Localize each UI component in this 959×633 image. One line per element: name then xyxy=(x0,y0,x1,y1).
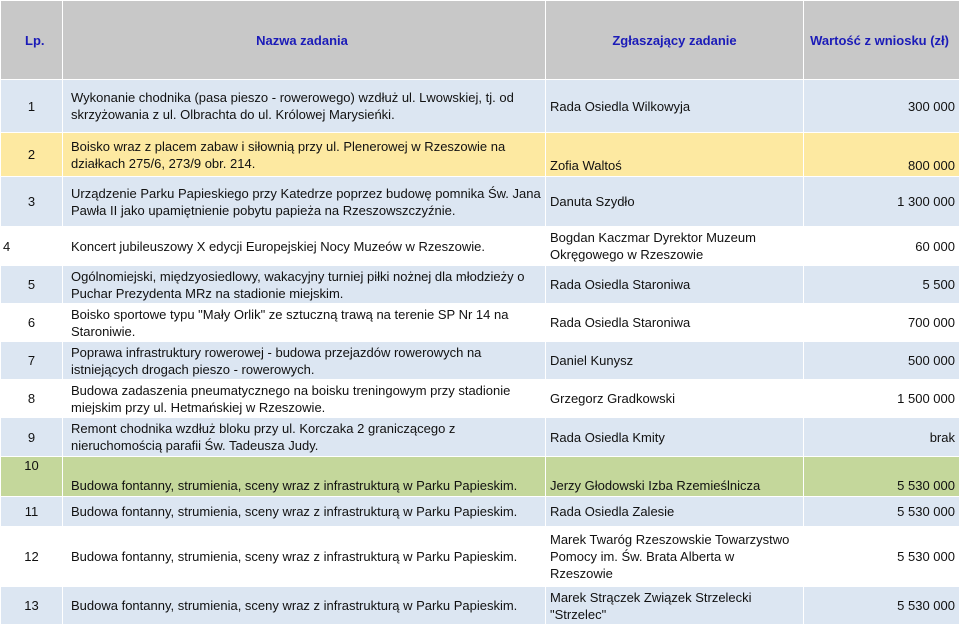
row-submitter: Danuta Szydło xyxy=(546,177,804,227)
table-row xyxy=(1,380,959,418)
row-value: 500 000 xyxy=(804,342,959,380)
row-submitter: Rada Osiedla Staroniwa xyxy=(546,266,804,304)
row-value: 1 300 000 xyxy=(804,177,959,227)
table-row xyxy=(1,587,959,625)
row-submitter: Jerzy Głodowski Izba Rzemieślnicza xyxy=(546,457,804,497)
row-lp: 13 xyxy=(1,587,63,625)
row-lp: 10 xyxy=(1,457,63,497)
row-value: 60 000 xyxy=(804,227,959,266)
header-lp: Lp. xyxy=(1,1,63,80)
table-row xyxy=(1,80,959,133)
row-name: Boisko wraz z placem zabaw i siłownią przy ul. Plenerowej w Rzeszowie na działkach 275/6, 273/9 obr. 214. xyxy=(63,133,546,177)
row-name: Wykonanie chodnika (pasa pieszo - rowerowego) wzdłuż ul. Lwowskiej, tj. od skrzyżowania z ul. Olbrachta do ul. Królowej Marysieńki. xyxy=(63,80,546,133)
row-name: Urządzenie Parku Papieskiego przy Katedrze poprzez budowę pomnika Św. Jana Pawła II jako upamiętnienie pobytu papieża na Rzeszowszczyźnie. xyxy=(63,177,546,227)
row-name: Budowa fontanny, strumienia, sceny wraz z infrastrukturą w Parku Papieskim. xyxy=(63,527,546,587)
header-name: Nazwa zadania xyxy=(63,1,546,80)
row-submitter: Bogdan Kaczmar Dyrektor Muzeum Okręgowego w Rzeszowie xyxy=(546,227,804,266)
row-value: 700 000 xyxy=(804,304,959,342)
row-value: 800 000 xyxy=(804,133,959,177)
table-row xyxy=(1,177,959,227)
row-submitter: Daniel Kunysz xyxy=(546,342,804,380)
row-submitter: Marek Strączek Związek Strzelecki "Strzelec" xyxy=(546,587,804,625)
row-name: Boisko sportowe typu "Mały Orlik" ze sztuczną trawą na terenie SP Nr 14 na Staroniwie. xyxy=(63,304,546,342)
row-submitter: Rada Osiedla Kmity xyxy=(546,418,804,457)
row-value: 5 530 000 xyxy=(804,587,959,625)
row-lp: 9 xyxy=(1,418,63,457)
row-submitter: Rada Osiedla Staroniwa xyxy=(546,304,804,342)
row-name: Budowa fontanny, strumienia, sceny wraz z infrastrukturą w Parku Papieskim. xyxy=(63,497,546,527)
row-lp: 12 xyxy=(1,527,63,587)
row-value: 1 500 000 xyxy=(804,380,959,418)
row-lp: 2 xyxy=(1,133,63,177)
row-lp: 8 xyxy=(1,380,63,418)
row-lp: 1 xyxy=(1,80,63,133)
table-row xyxy=(1,457,959,497)
row-name: Ogólnomiejski, międzyosiedlowy, wakacyjny turniej piłki nożnej dla młodzieży o Puchar Prezydenta MRz na stadionie miejskim. xyxy=(63,266,546,304)
header-value: Wartość z wniosku (zł) xyxy=(804,1,959,80)
row-name: Budowa fontanny, strumienia, sceny wraz z infrastrukturą w Parku Papieskim. xyxy=(63,457,546,497)
row-submitter: Marek Twaróg Rzeszowskie Towarzystwo Pomocy im. Św. Brata Alberta w Rzeszowie xyxy=(546,527,804,587)
table-row xyxy=(1,497,959,527)
table-row xyxy=(1,342,959,380)
row-submitter: Zofia Waltoś xyxy=(546,133,804,177)
row-lp: 3 xyxy=(1,177,63,227)
row-value: 5 530 000 xyxy=(804,527,959,587)
row-name: Koncert jubileuszowy X edycji Europejskiej Nocy Muzeów w Rzeszowie. xyxy=(63,227,546,266)
row-name: Remont chodnika wzdłuż bloku przy ul. Korczaka 2 graniczącego z nieruchomością parafii Św. Tadeusza Judy. xyxy=(63,418,546,457)
row-submitter: Rada Osiedla Wilkowyja xyxy=(546,80,804,133)
row-submitter: Grzegorz Gradkowski xyxy=(546,380,804,418)
row-lp: 4 xyxy=(1,227,63,266)
table-row xyxy=(1,527,959,587)
table-row xyxy=(1,304,959,342)
row-value: 5 530 000 xyxy=(804,457,959,497)
row-lp: 7 xyxy=(1,342,63,380)
row-lp: 11 xyxy=(1,497,63,527)
row-value: 300 000 xyxy=(804,80,959,133)
row-name: Budowa fontanny, strumienia, sceny wraz z infrastrukturą w Parku Papieskim. xyxy=(63,587,546,625)
row-value: brak xyxy=(804,418,959,457)
row-name: Poprawa infrastruktury rowerowej - budowa przejazdów rowerowych na istniejących drogach pieszo - rowerowych. xyxy=(63,342,546,380)
header-row xyxy=(1,1,959,80)
table-row xyxy=(1,227,959,266)
row-lp: 5 xyxy=(1,266,63,304)
row-value: 5 500 xyxy=(804,266,959,304)
table-row xyxy=(1,418,959,457)
header-submitter: Zgłaszający zadanie xyxy=(546,1,804,80)
row-submitter: Rada Osiedla Zalesie xyxy=(546,497,804,527)
row-lp: 6 xyxy=(1,304,63,342)
table-row xyxy=(1,266,959,304)
row-value: 5 530 000 xyxy=(804,497,959,527)
table-row xyxy=(1,133,959,177)
row-name: Budowa zadaszenia pneumatycznego na boisku treningowym przy stadionie miejskim przy ul. Hetmańskiej w Rzeszowie. xyxy=(63,380,546,418)
